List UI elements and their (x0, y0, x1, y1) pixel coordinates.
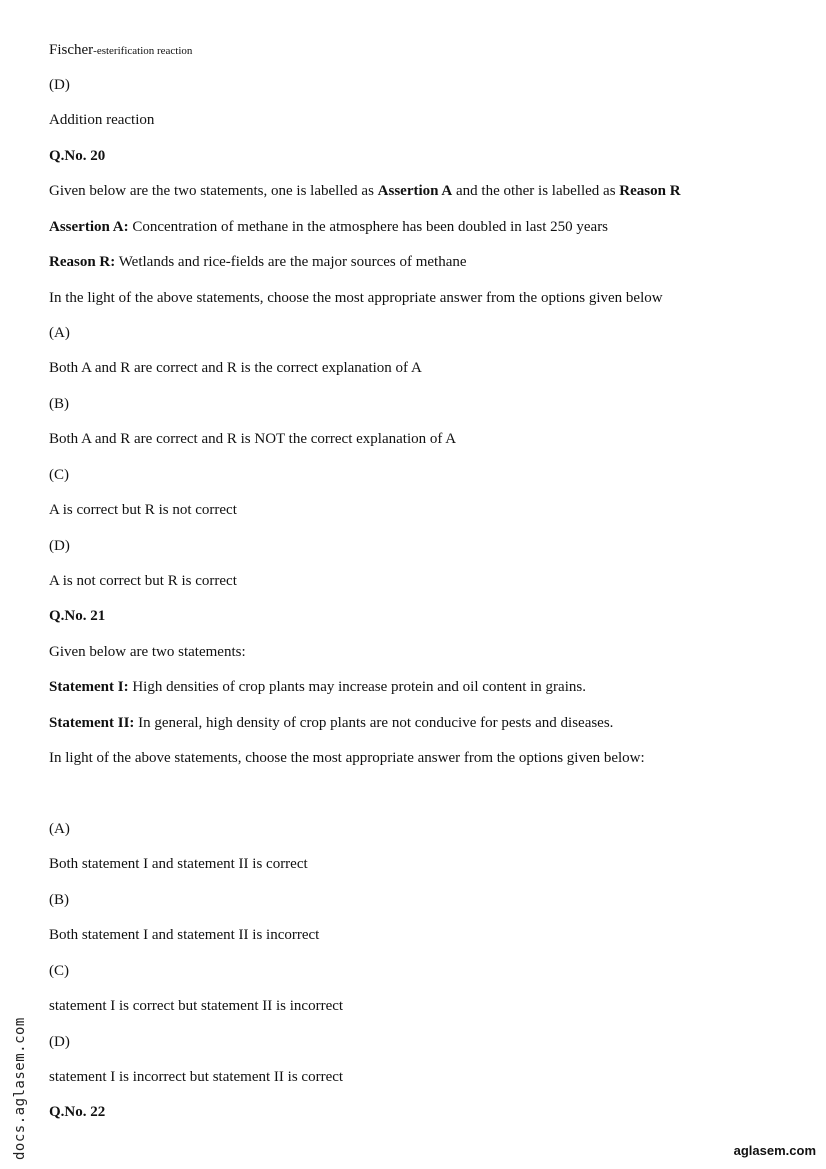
question-number-20: Q.No. 20 (49, 148, 106, 164)
q20-option-d-text: A is not correct but R is correct (49, 573, 237, 589)
q20-intro-part2: and the other is labelled as (452, 183, 620, 199)
q21-option-a-text: Both statement I and statement II is correct (49, 856, 308, 872)
q21-option-c-text: statement I is correct but statement II is incorrect (49, 998, 344, 1014)
side-watermark: docs.aglasem.com (12, 1017, 28, 1160)
q21-option-b-text: Both statement I and statement II is incorrect (49, 927, 320, 943)
q20-option-b-label: (B) (49, 396, 69, 412)
q20-option-a-text: Both A and R are correct and R is the correct explanation of A (49, 360, 422, 376)
question-number-22: Q.No. 22 (49, 1104, 106, 1120)
reason-text: Wetlands and rice-fields are the major sources of methane (115, 254, 467, 270)
q21-option-d-text: statement I is incorrect but statement II is correct (49, 1069, 344, 1085)
q21-prompt: In light of the above statements, choose the most appropriate answer from the options given below: (49, 750, 645, 766)
q20-intro-assertion: Assertion A (377, 183, 453, 199)
q21-statement-1 (49, 678, 586, 696)
q21-option-d-label: (D) (49, 1034, 70, 1050)
q21-option-c-label: (C) (49, 963, 69, 979)
statement-2-label: Statement II: (49, 715, 135, 731)
q20-intro (49, 182, 681, 200)
statement-1-label: Statement I: (49, 679, 129, 695)
q21-option-a-label: (A) (49, 821, 70, 837)
statement-1-text: High densities of crop plants may increase protein and oil content in grains. (128, 679, 586, 695)
q20-option-c-text: A is correct but R is not correct (49, 502, 237, 518)
q20-option-b-text: Both A and R are correct and R is NOT the correct explanation of A (49, 431, 457, 447)
q20-option-c-label: (C) (49, 467, 69, 483)
q20-prompt: In the light of the above statements, choose the most appropriate answer from the options given below (49, 290, 663, 306)
q20-intro-part1: Given below are the two statements, one is labelled as (49, 183, 378, 199)
option-label-d: (D) (49, 77, 70, 93)
text-fischer: Fischer (49, 42, 94, 58)
text-esterification: -esterification reaction (93, 45, 193, 57)
assertion-text: Concentration of methane in the atmosphere has been doubled in last 250 years (128, 219, 609, 235)
reason-label: Reason R: (49, 254, 116, 270)
q20-option-d-label: (D) (49, 538, 70, 554)
q20-assertion (49, 218, 608, 236)
q20-option-a-label: (A) (49, 325, 70, 341)
q21-statement-2 (49, 714, 613, 732)
question-number-21: Q.No. 21 (49, 608, 106, 624)
q20-intro-reason: Reason R (619, 183, 681, 199)
footer-brand: aglasem.com (733, 1143, 816, 1158)
q21-option-b-label: (B) (49, 892, 69, 908)
assertion-label: Assertion A: (49, 219, 129, 235)
q21-intro: Given below are two statements: (49, 644, 246, 660)
option-text-fischer (49, 41, 192, 60)
statement-2-text: In general, high density of crop plants are not conducive for pests and diseases. (134, 715, 614, 731)
q20-reason (49, 253, 467, 271)
option-text-addition: Addition reaction (49, 112, 155, 128)
